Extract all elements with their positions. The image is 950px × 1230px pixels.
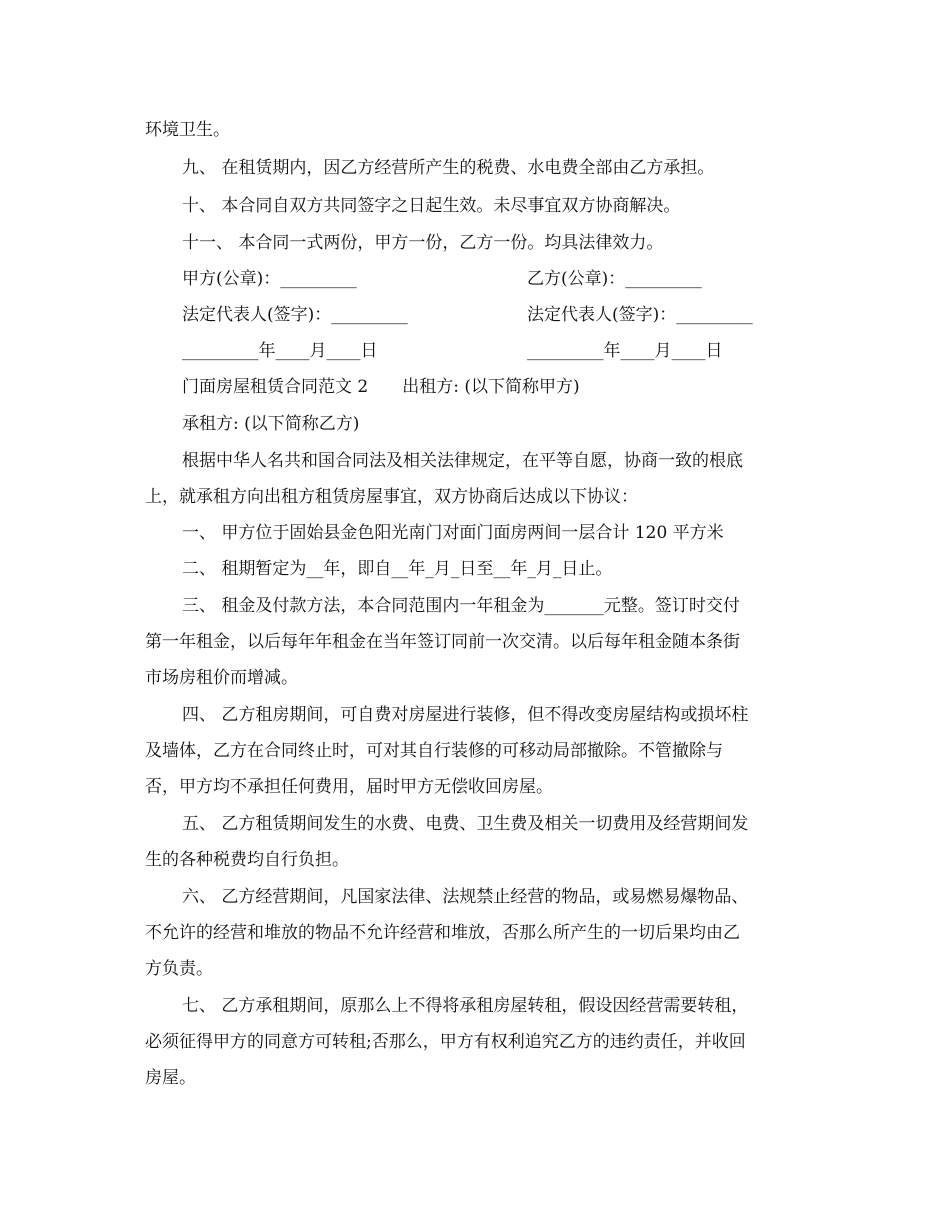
- clause-11: 十一、 本合同一式两份，甲方一份，乙方一份。均具法律效力。: [182, 233, 664, 253]
- clause-3-line: 第一年租金，以后每年年租金在当年签订同前一次交清。以后每年租金随本条街: [145, 632, 740, 652]
- party-b-seal: 乙方(公章)：_________: [527, 269, 702, 289]
- clause-1: 一、 甲方位于固始县金色阳光南门对面门面房两间一层合计 120 平方米: [182, 523, 724, 543]
- clause-6: 六、 乙方经营期间，凡国家法律、法规禁止经营的物品，或易燃易爆物品、: [182, 887, 749, 907]
- clause-4-line: 否，甲方均不承担任何费用，届时甲方无偿收回房屋。: [145, 777, 553, 797]
- clause-6-line: 不允许的经营和堆放的物品不允许经营和堆放，否那么所产生的一切后果均由乙: [145, 923, 740, 943]
- clause-6-line: 方负责。: [145, 959, 213, 979]
- clause-2: 二、 租期暂定为__年，即自__年_月_日至__年_月_日止。: [182, 559, 613, 579]
- clause-10: 十、 本合同自双方共同签字之日起生效。未尽事宜双方协商解决。: [182, 196, 681, 216]
- clause-7-line: 必须征得甲方的同意方可转租;否那么，甲方有权利追究乙方的违约责任，并收回: [145, 1032, 746, 1052]
- lessee-line: 承租方: (以下简称乙方): [182, 414, 360, 434]
- clause-5: 五、 乙方租赁期间发生的水费、电费、卫生费及相关一切费用及经营期间发: [182, 814, 749, 834]
- party-a-representative: 法定代表人(签字)：_________: [182, 305, 408, 325]
- party-b-representative: 法定代表人(签字)：_________: [527, 305, 753, 325]
- clause-3: 三、 租金及付款方法，本合同范围内一年租金为_______元整。签订时交付: [182, 596, 740, 616]
- clause-4: 四、 乙方租房期间，可自费对房屋进行装修，但不得改变房屋结构或损坏柱: [182, 705, 749, 725]
- paragraph-line: 环境卫生。: [145, 120, 230, 140]
- clause-5-line: 生的各种税费均自行负担。: [145, 850, 349, 870]
- contract-title-line: 门面房屋租赁合同范文 2 出租方: (以下简称甲方): [182, 377, 580, 397]
- party-b-date: _________年____月____日: [527, 341, 723, 361]
- preamble-line: 上，就承租方向出租方租赁房屋事宜，双方协商后达成以下协议：: [145, 487, 638, 507]
- clause-7-line: 房屋。: [145, 1068, 196, 1088]
- clause-4-line: 及墙体，乙方在合同终止时，可对其自行装修的可移动局部撤除。不管撤除与: [145, 741, 723, 761]
- clause-7: 七、 乙方承租期间，原那么上不得将承租房屋转租，假设因经营需要转租，: [182, 996, 749, 1016]
- preamble-line: 根据中华人名共和国合同法及相关法律规定，在平等自愿，协商一致的根底: [182, 451, 743, 471]
- clause-9: 九、 在租赁期内，因乙方经营所产生的税费、水电费全部由乙方承担。: [182, 158, 715, 178]
- party-a-seal: 甲方(公章)：_________: [182, 269, 357, 289]
- party-a-date: _________年____月____日: [182, 341, 378, 361]
- clause-3-line: 市场房租价而增减。: [145, 668, 298, 688]
